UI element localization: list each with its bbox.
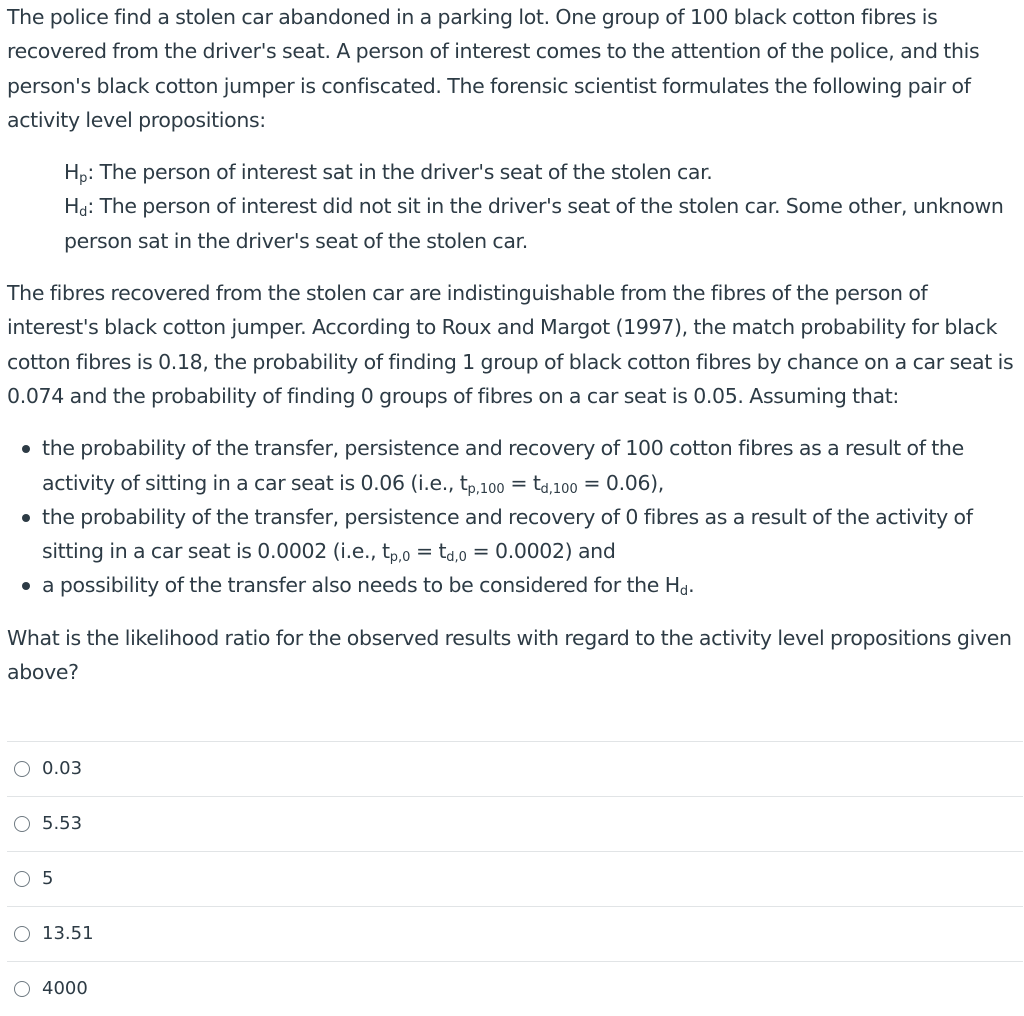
answer-label: 5.53 (42, 813, 83, 834)
proposition-hp (64, 155, 1021, 189)
assumption-text: = t (504, 470, 541, 495)
answer-option[interactable] (7, 741, 1023, 796)
radio-button[interactable] (14, 981, 30, 997)
assumption-text: = 0.06), (577, 470, 664, 495)
assumption-subscript: d,0 (446, 550, 467, 566)
radio-button[interactable] (14, 926, 30, 942)
question-context: The fibres recovered from the stolen car are indistinguishable from the fibres of the person of interest's black cotton jumper. According to Roux and Margot (1997), the match probability for black cotton fibres is 0.18, the probability of finding 1 group of black cotton fibres by chance on a car seat is 0.074 and the probability of finding 0 groups of fibres on a car seat is 0.05. Assuming that: (7, 281, 1014, 408)
answer-label: 4000 (42, 978, 88, 999)
question-intro: The police find a stolen car abandoned in a parking lot. One group of 100 black cotton fibres is recovered from the driver's seat. A person of interest comes to the attention of the police, and this person's black cotton jumper is confiscated. The forensic scientist formulates the following pair of activity level propositions: (7, 5, 980, 132)
answer-option[interactable] (7, 906, 1023, 961)
assumption-subscript: p,0 (389, 550, 411, 566)
answer-option[interactable] (7, 796, 1023, 851)
assumption-list (7, 431, 1021, 602)
radio-button[interactable] (14, 816, 30, 832)
assumption-text: . (688, 573, 695, 598)
hp-text: : The person of interest sat in the driver's seat of the stolen car. (87, 160, 713, 185)
assumption-item (7, 431, 1021, 500)
hd-label: H (64, 194, 80, 219)
assumption-text: the probability of the transfer, persistence and recovery of 0 fibres as a result of the activity of sitting in a car seat is 0.0002 (i.e., t (42, 504, 973, 564)
bullet-dot-icon (22, 514, 30, 522)
hp-subscript: p (79, 171, 88, 187)
radio-button[interactable] (14, 761, 30, 777)
radio-button[interactable] (14, 871, 30, 887)
assumption-subscript: d (679, 584, 689, 600)
assumption-item (7, 500, 1021, 569)
hp-label: H (64, 160, 80, 185)
propositions (7, 155, 1021, 258)
proposition-hd (64, 189, 1021, 258)
answer-label: 13.51 (42, 923, 94, 944)
answer-label: 5 (42, 868, 54, 889)
question-text (7, 0, 1021, 689)
hd-subscript: d (79, 205, 88, 221)
hd-text: : The person of interest did not sit in the driver's seat of the stolen car. Some other, unknown person sat in the driver's seat of the stolen car. (64, 194, 1004, 253)
assumption-text: = t (410, 539, 447, 564)
assumption-item (7, 568, 1021, 602)
bullet-dot-icon (22, 582, 30, 590)
answer-options (7, 741, 1023, 1016)
assumption-subscript: d,100 (540, 481, 578, 497)
bullet-dot-icon (22, 445, 30, 453)
answer-label: 0.03 (42, 758, 83, 779)
answer-option[interactable] (7, 851, 1023, 906)
answer-option[interactable] (7, 961, 1023, 1016)
question-prompt: What is the likelihood ratio for the observed results with regard to the activity level propositions given above? (7, 625, 1012, 685)
assumption-text: = 0.0002) and (466, 539, 616, 564)
assumption-text: the probability of the transfer, persistence and recovery of 100 cotton fibres as a result of the activity of sitting in a car seat is 0.06 (i.e., t (42, 436, 964, 495)
assumption-text: a possibility of the transfer also needs to be considered for the H (42, 573, 680, 598)
assumption-subscript: p,100 (467, 481, 505, 497)
